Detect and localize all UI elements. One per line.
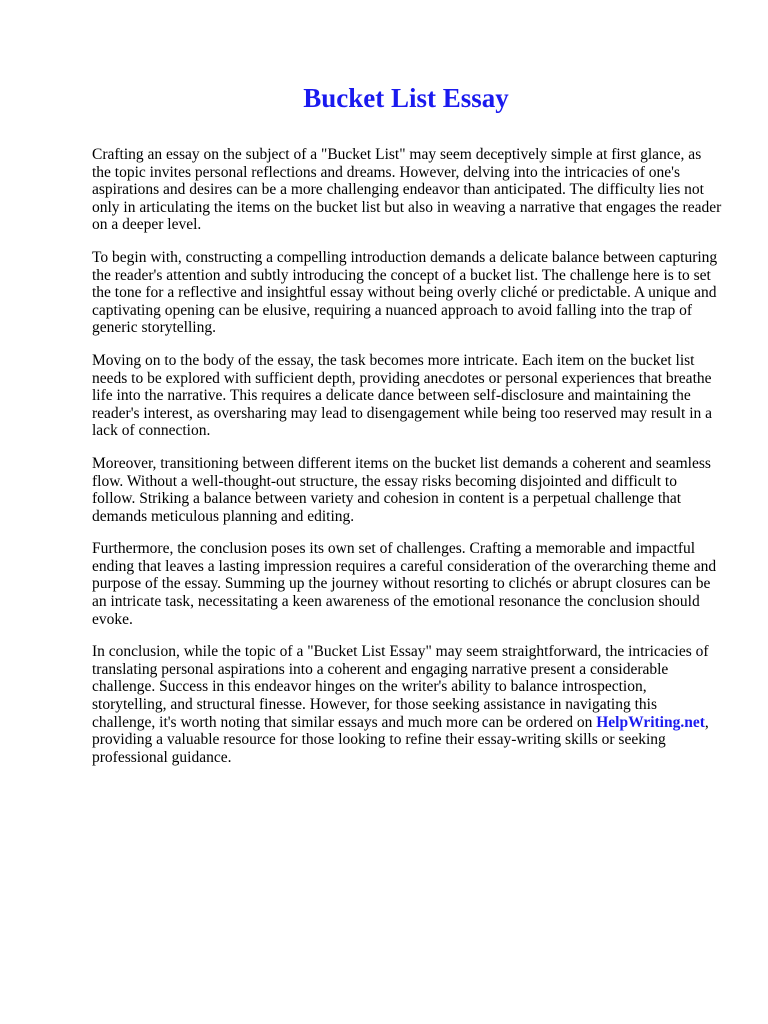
helpwriting-link[interactable]: HelpWriting.net — [596, 713, 705, 731]
paragraph-intro: Crafting an essay on the subject of a "Bucket List" may seem deceptively simple at first glance, as the topic invites personal reflections and dreams. However, delving into the intricacies of one's aspirations and desires can be a more challenging endeavor than anticipated. The difficulty lies not only in articulating the items on the bucket list but also in weaving a narrative that engages the reader on a deeper level. — [92, 146, 722, 234]
document-title: Bucket List Essay — [303, 83, 509, 113]
paragraph-body-challenge: Moving on to the body of the essay, the task becomes more intricate. Each item on the bucket list needs to be explored with sufficient depth, providing anecdotes or personal experiences that breathe life into the narrative. This requires a delicate dance between self-disclosure and maintaining the reader's interest, as oversharing may lead to disengagement while being too reserved may result in a lack of connection. — [92, 351, 712, 440]
paragraph-introduction-challenge: To begin with, constructing a compelling introduction demands a delicate balance between capturing the reader's attention and subtly introducing the concept of a bucket list. The challenge here is to set the tone for a reflective and insightful essay without being overly cliché or predictable. A unique and captivating opening can be elusive, requiring a nuanced approach to avoid falling into the trap of generic storytelling. — [92, 248, 718, 337]
paragraph-conclusion-challenge: Furthermore, the conclusion poses its own set of challenges. Crafting a memorable and impactful ending that leaves a lasting impression requires a careful consideration of the overarching theme and purpose of the essay. Summing up the journey without resorting to clichés or abrupt closures can be an intricate task, necessitating a keen awareness of the emotional resonance the conclusion should evoke. — [92, 540, 717, 628]
paragraph-transition-challenge: Moreover, transitioning between different items on the bucket list demands a coherent and seamless flow. Without a well-thought-out structure, the essay risks becoming disjointed and difficult to follow. Striking a balance between variety and cohesion in content is a perpetual challenge that demands meticulous planning and editing. — [92, 454, 711, 525]
essay-body — [92, 146, 724, 781]
final-paragraph-text-after-link: , providing a valuable resource for those looking to refine their essay-writing skills or seeking professional guidance. — [92, 713, 709, 766]
final-paragraph-text-before-link: In conclusion, while the topic of a "Bucket List Essay" may seem straightforward, the intricacies of translating personal aspirations into a coherent and engaging narrative present a considerable challenge. Success in this endeavor hinges on the writer's ability to balance introspection, storytelling, and structural finesse. However, for those seeking assistance in navigating this challenge, it's worth noting that similar essays and much more can be ordered on — [92, 643, 709, 731]
paragraph-final — [92, 643, 724, 766]
